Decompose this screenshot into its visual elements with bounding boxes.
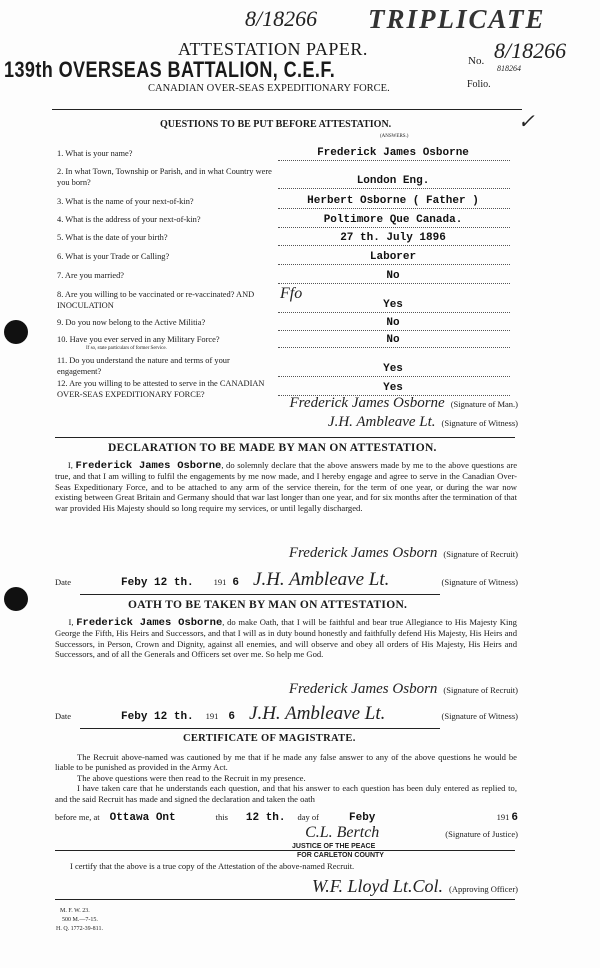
year-digit: 6 xyxy=(511,812,518,824)
question-2: 2. In what Town, Township or Parish, and in what Country were you born? xyxy=(57,167,272,187)
signature-recruit: Frederick James Osborn xyxy=(288,681,438,697)
answer-4: Poltimore Que Canada. xyxy=(323,214,463,226)
subtitle: CANADIAN OVER-SEAS EXPEDITIONARY FORCE. xyxy=(148,83,390,94)
stamp-number-top: 8/18266 xyxy=(245,6,318,31)
year-prefix: 191 xyxy=(205,711,219,721)
divider xyxy=(80,728,440,729)
oath-date: Feby 12 th. xyxy=(121,711,194,723)
certificate-p2: The above questions were then read to the Recruit in my presence. xyxy=(77,772,306,783)
signature-recruit-label: (Signature of Recruit) xyxy=(443,685,518,695)
punch-hole xyxy=(4,320,28,344)
signature-witness-label: (Signature of Witness) xyxy=(441,418,518,428)
q10-note: If so, state particulars of former Service. xyxy=(86,346,167,351)
answer-line xyxy=(278,160,510,161)
question-10: 10. Have you ever served in any Military Force? xyxy=(57,335,220,344)
no-value: 8/18266 xyxy=(494,38,567,63)
date-label: Date xyxy=(55,577,72,587)
oath-heading: OATH TO BE TAKEN BY MAN ON ATTESTATION. xyxy=(128,599,408,611)
signature-witness-row xyxy=(328,415,518,430)
signature-man-row xyxy=(289,396,518,411)
signature-officer-row xyxy=(312,877,518,895)
question-8: 8. Are you willing to be vaccinated or re-vaccinated? AND INOCULATION xyxy=(57,290,255,310)
answer-line xyxy=(278,208,510,209)
year-prefix: 191 xyxy=(496,812,510,822)
answer-line xyxy=(278,283,510,284)
signature-officer-label: (Approving Officer) xyxy=(448,884,518,894)
no-label: No. xyxy=(468,55,485,67)
answer-line xyxy=(278,188,510,189)
answer-line xyxy=(278,312,510,313)
question-7: 7. Are you married? xyxy=(57,271,124,280)
signature-justice-label: (Signature of Justice) xyxy=(445,829,518,839)
signature-justice-row xyxy=(305,825,518,841)
form-code-2: 500 M.—7-15. xyxy=(62,917,98,923)
declaration-text xyxy=(55,460,517,513)
signature-witness-label: (Signature of Witness) xyxy=(441,711,518,721)
signature-witness: J.H. Ambleave Lt. xyxy=(327,414,436,430)
battalion-stamp: 139th OVERSEAS BATTALION, C.E.F. xyxy=(4,57,336,82)
day-of-label: day of xyxy=(297,812,319,822)
before-me-label: before me, at xyxy=(55,812,100,822)
question-9: 9. Do you now belong to the Active Militia? xyxy=(57,318,206,327)
divider xyxy=(80,594,440,595)
question-3: 3. What is the name of your next-of-kin? xyxy=(57,197,194,206)
date-label: Date xyxy=(55,711,72,721)
year-digit: 6 xyxy=(232,577,240,589)
signature-man: Frederick James Osborne xyxy=(289,395,445,411)
signature-witness: J.H. Ambleave Lt. xyxy=(253,569,390,590)
year-prefix: 191 xyxy=(213,577,227,587)
jp-stamp-line2: FOR CARLETON COUNTY xyxy=(297,852,384,859)
oath-text xyxy=(55,617,517,660)
year-digit: 6 xyxy=(228,711,236,723)
answer-10: No xyxy=(386,334,400,346)
check-mark: ✓ xyxy=(518,111,535,133)
signature-officer: W.F. Lloyd Lt.Col. xyxy=(311,876,443,896)
folio-label: Folio. xyxy=(467,79,491,90)
answer-5: 27 th. July 1896 xyxy=(340,232,446,244)
this-label: this xyxy=(215,812,228,822)
place: Ottawa Ont xyxy=(109,812,176,824)
signature-justice: C.L. Bertch xyxy=(305,824,380,841)
form-code-3: H. Q. 1772-39-811. xyxy=(56,926,103,932)
signature-witness: J.H. Ambleave Lt. xyxy=(249,703,386,724)
triplicate-stamp: TRIPLICATE xyxy=(368,4,546,34)
declaration-date: Feby 12 th. xyxy=(121,577,194,589)
i-label: I, xyxy=(68,617,74,627)
day: 12 th. xyxy=(245,812,286,824)
answer-12: Yes xyxy=(383,382,403,394)
signature-recruit-row xyxy=(289,682,518,697)
declarant-name: Frederick James Osborne xyxy=(75,460,222,472)
certificate-p3: I have taken care that he understands each question, and that his answer to each question has been duly entered as replied to, and the said Recruit has made and signed the declaration and taken the oath xyxy=(55,783,517,804)
certificate-text xyxy=(55,752,517,804)
no-value-small: 818264 xyxy=(497,64,521,73)
initials: Ffo xyxy=(280,285,303,302)
answer-3: Herbert Osborne ( Father ) xyxy=(307,195,479,207)
declaration-date-row xyxy=(55,570,518,589)
answer-1: Frederick James Osborne xyxy=(317,147,469,159)
oath-body: , do make Oath, that I will be faithful and bear true Allegiance to His Majesty King George the Fifth, His Heirs and Successors, and that I will as in duty bound honestly and faithfully defend His Majesty, His Heirs and Successors, in Person, Crown and Dignity, against all enemies, and will observe and obey all orders of His Majesty, His Heirs and Successors, and of all the Generals and Officers set over me. So help me God. xyxy=(55,617,517,660)
question-1: 1. What is your name? xyxy=(57,149,133,158)
answers-label: (ANSWERS.) xyxy=(380,134,409,139)
jp-stamp-line1: JUSTICE OF THE PEACE xyxy=(292,843,376,850)
question-6: 6. What is your Trade or Calling? xyxy=(57,252,170,261)
answer-11: Yes xyxy=(383,363,403,375)
answer-2: London Eng. xyxy=(356,175,430,187)
signature-man-label: (Signature of Man.) xyxy=(450,399,518,409)
certify-text: I certify that the above is a true copy of the Attestation of the above-named Recruit. xyxy=(70,861,355,871)
oath-date-row xyxy=(55,704,518,723)
page-title: ATTESTATION PAPER. xyxy=(178,39,368,59)
answer-6: Laborer xyxy=(369,251,417,263)
divider xyxy=(55,437,515,438)
question-4: 4. What is the address of your next-of-kin? xyxy=(57,215,201,224)
answer-7: No xyxy=(386,270,400,282)
oath-name: Frederick James Osborne xyxy=(76,617,223,629)
divider xyxy=(55,850,515,851)
declaration-heading: DECLARATION TO BE MADE BY MAN ON ATTESTATION. xyxy=(108,442,437,454)
answer-line xyxy=(278,330,510,331)
certificate-p1: The Recruit above-named was cautioned by me that if he made any false answer to any of the above questions he would be liable to be punished as provided in the Army Act. xyxy=(55,752,517,773)
answer-8: Yes xyxy=(383,299,403,311)
before-me-row xyxy=(55,812,518,824)
signature-recruit-row xyxy=(289,546,518,561)
punch-hole xyxy=(4,587,28,611)
signature-recruit: Frederick James Osborn xyxy=(288,545,438,561)
divider xyxy=(52,109,522,110)
declaration-body: , do solemnly declare that the above answers made by me to the above questions are true, and that I am willing to fulfil the engagements by me now made, and I hereby engage and agree to serve in the Canadian Over-Seas Expeditionary Force, and to be attached to any arm of the service therein, for the term of one year, or during the war now existing between Great Britain and Germany should that war last longer than one year, and for six months after the termination of that war provided His Majesty should so long require my services, or until legally discharged. xyxy=(55,460,518,513)
answer-line xyxy=(278,264,510,265)
question-11: 11. Do you understand the nature and terms of your engagement? xyxy=(57,356,230,376)
answer-line xyxy=(278,347,510,348)
divider xyxy=(55,899,515,900)
month: Feby xyxy=(349,812,376,824)
signature-recruit-label: (Signature of Recruit) xyxy=(443,549,518,559)
certificate-heading: CERTIFICATE OF MAGISTRATE. xyxy=(183,733,356,744)
form-code-1: M. F. W. 23. xyxy=(60,908,90,914)
answer-line xyxy=(278,227,510,228)
answer-line xyxy=(278,376,510,377)
signature-witness-label: (Signature of Witness) xyxy=(441,577,518,587)
question-12: 12. Are you willing to be attested to serve in the CANADIAN OVER-SEAS EXPEDITIONARY FORCE? xyxy=(57,379,265,399)
questions-heading: QUESTIONS TO BE PUT BEFORE ATTESTATION. xyxy=(160,119,392,130)
question-5: 5. What is the date of your birth? xyxy=(57,233,168,242)
answer-line xyxy=(278,245,510,246)
i-label: I, xyxy=(67,460,73,470)
answer-9: No xyxy=(386,317,400,329)
corner-shadow xyxy=(0,0,20,10)
